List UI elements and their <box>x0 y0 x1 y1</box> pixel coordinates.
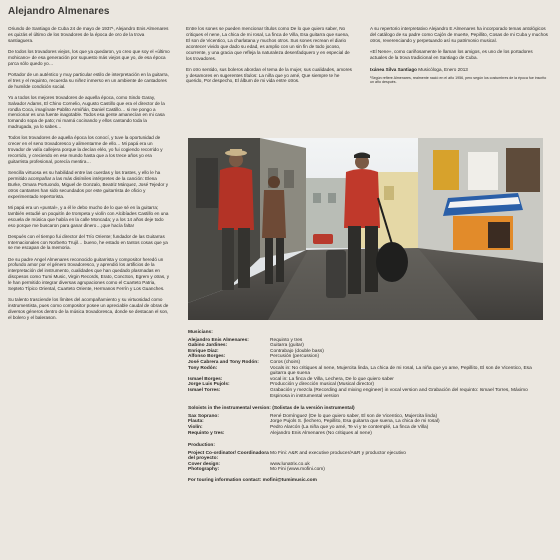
footnote: ¹Según refiere Almenares, realmente nació en el año 1956, pero según los costumbres de la época fue inscrito un año después. <box>370 75 547 85</box>
musicians-heading: Musicians: <box>188 330 213 335</box>
credit-role: Producción y dirección musical (Musical director) <box>270 382 374 388</box>
column-left <box>8 26 170 326</box>
credit-role: Grabación y mezcla (Recording and mixing engineer) in vocal version and Grabación del requinto: Ismael Torres, Máximo Espinosa in instrumental version <box>270 387 528 399</box>
credit-row <box>188 467 548 473</box>
credit-name: Project Co-ordinator/ Coordinadora del proyecto: <box>188 450 269 462</box>
credit-name: Enrique Díaz: <box>188 348 219 354</box>
credit-name: Ismael Torres: <box>188 387 221 393</box>
credit-name: Ismael Borges: <box>188 376 223 382</box>
street-photo <box>188 138 543 320</box>
paragraph: Portador de un auténtico y muy particular estilo de interpretación en la guitarra, el tres y el requinto, recuerda su niñez inmerso en un ambiente de cantadores de humilde condición social. <box>8 71 169 89</box>
credit-name: Gabino Jardines: <box>188 343 228 349</box>
credit-role: Coros (choirs) <box>270 359 301 365</box>
credit-row <box>188 431 548 437</box>
credit-role: Guitarra (guitar) <box>270 343 304 349</box>
credits <box>188 328 548 484</box>
paragraph: Yo a todos los mejores trovadores de aquella época, como Sindo Garay, Salvador Adams, El Chino Cornelio, Augusto Castillo que era el director de la rondla Coca, imagínate Pablito Armiñán, Daniel Castillo… si me pongo a mencionar es una fuente inagotable. Todos esa gente amanecían en mi casa tomando sopa de pato; mi mamá cocinando y ellos cantando toda la madrugada, ya lo sabes… <box>8 94 165 130</box>
credit-name: Sax Soprano: <box>188 413 219 419</box>
credit-row <box>188 366 548 377</box>
soloists-list <box>188 414 548 436</box>
credit-role: Contrabajo (double bass) <box>270 348 324 354</box>
credit-role: Vocals in: No critiques al nene, Mujercita linda, La chica de mi rosal, La niña que yo ame, Pepillito, El son de Vicentico, Esa guitarra que suena <box>270 365 532 377</box>
column-right <box>370 26 550 84</box>
credit-name: Cover design: <box>188 461 220 467</box>
paragraph: De todos los trovadores viejos, los que ya quedaron, yo creo que soy el «último mohicano» de esa generación por supuesto más viejos que yo, de esa época pa'ca sólo quedo yo… <box>8 48 170 66</box>
street-photo-illustration <box>188 138 543 320</box>
credit-row <box>188 388 548 399</box>
paragraph: Entre los sones se pueden mencionar títulos como De lo que quiero saber, No critiques el nene, La chica de mi rosal, La finca de Villa, Esa guitarra que suena, El son de Vicentico, La charlatana y muchos otros. Sus sones recrean el diario acontecer vivido que dado su edad, es amplio con un sin fin de todo jocoso, ocurrente, y una gracia que refleja la naturaleza desenfadquero y en especial de los trovadores. <box>186 26 350 61</box>
paragraph: «El Nene», como cariñosamente le llaman los amigos, es uno de los portadores actuales de la trova tradicional en Santiago de Cuba. <box>370 48 533 60</box>
paragraph: De su padre Angel Almenares reconocido guitarrista y compositor heredó un profundo amor por el género trovadoresco, y aprendió los artificios de la interpretación del instrumento, cualidades que han quedado plasmadas en discpesos como Tumi Music, Virgin Records, Erato, ConcSon, Egrem y otras, y le han permitido integrar diversas agrupaciones como el Cuarteto Patria, Septeto Típico Oriental, Cuarteto Oriente, Hermanos Ferrín y Los Guanches. <box>8 256 170 292</box>
signature <box>370 67 550 73</box>
credit-name: Requinto y tres: <box>188 430 225 436</box>
credit-row <box>188 451 548 462</box>
production-list <box>188 451 548 473</box>
credit-role: René Domínguez (De lo que quiero saber, El son de Vicentico, Mujercita linda) <box>270 413 438 419</box>
credit-role: vocal in: La finca de Villa, Lechera, De lo que quiero saber <box>270 376 394 382</box>
paragraph: Sencilla virtuosa es su habilidad entre las cuerdas y los trastes, y ello le ha permitido acompañar a las más disímiles intérpretes de la canción: Elena Burke, Omara Portuondo, Miguel de Gonzalo, Beatriz Márquez, José Tejedor y otros cantantes han sido secundados por este guitarrista de oficio y experimentado repertorista. <box>8 170 169 199</box>
credit-name: Flauta: <box>188 419 204 425</box>
musicians-list <box>188 338 548 400</box>
paragraph: En otro sentido, sus boleros abordan el tema de la mujer, sus cualidades, amores y desamores en sugerentes títulos: La niña que yo amé, Que siempre te he querido, Por despecho, El álbum de mi vida entre otros. <box>186 66 352 84</box>
column-middle <box>186 26 354 90</box>
credit-name: Tony Rodón: <box>188 365 218 371</box>
paragraph: Oriundo de Santiago de Cuba 24 de mayo de 1937¹, Alejandro Enis Almenares es quizás el último de los trovadores de la época de oro de la trova santiaguera. <box>8 26 169 43</box>
credit-role: Alejandro Enis Almenares (No critiques al nene) <box>270 430 372 436</box>
credit-name: José Cabrera and Tony Rodón: <box>188 359 259 365</box>
signature-name: Ixánea Silva Santiago <box>370 66 417 72</box>
credit-role: Mo Fini (www.mofini.com) <box>270 467 325 473</box>
column-right-body <box>370 26 550 61</box>
touring-contact: For touring information contact: mofini@tumimusic.com <box>188 478 317 484</box>
paragraph: A su repertorio interpretativo Alejandro E Almenares ha incorporado temas antológicos del catálogo de su padre como Cajón de muerte, Pepillito, Cosas de mi Cuba y muchos otros, reverenciando y perpetuando así su patrimonio musical. <box>370 26 548 43</box>
credit-role: Mo Fini: A&R and executive producer/A&R y productor ejecutivo <box>270 450 406 456</box>
production-heading: Production: <box>188 443 215 449</box>
credit-name: Alfonso Borges: <box>188 354 226 360</box>
credit-role: Requinto y tres <box>270 337 303 343</box>
page-title: Alejandro Almenares <box>8 6 110 17</box>
paragraph: Mi papá era un «puntal», y a él le debo mucho de lo que sé en la guitarra; también estudié un poquitín de trompeta y violín con Alcibíades Castillo en una escuela de música que había en la calle Moncada; y a los 14 años deje todo eso porque me buscaron para ganar dinero…¡que hacía falta! <box>8 204 169 228</box>
credit-name: Jorge Luis Pujols: <box>188 382 230 388</box>
paragraph: Su talento trasciende los límites del acompañamiento y su virtuosidad como instrumentista, pues como compositor posee un apreciable caudal de obras de diversos géneros dentro de la música trovadoresca, donde se destacan el son, el bolero y el balerason. <box>8 297 169 320</box>
credit-name: Alejandro Enis Almenares: <box>188 337 249 343</box>
credit-role: Pedro Alarcón (La niña que yo amé, Te vi y te contemplé, La finca de Villa) <box>270 424 429 430</box>
paragraph: Todos los trovadores de aquella época los conocí, y tuve la oportunidad de crecer en el seno trovadoresco y alimentarme de ello… Mi papá era un trovador de valía callejera porque la decían eléo, yo fui cogiendo recorrido y recorrido, y creciendo en ese mundo hasta que a los trece años yo era guitarrista profesional, porecía mentira… <box>8 135 163 164</box>
soloists-heading: Soloists in the instrumental version: (Solistas de la versión instrumental) <box>188 406 355 412</box>
credit-role: www.lunatrix.co.uk <box>270 461 310 467</box>
credit-name: Photography: <box>188 467 220 473</box>
credit-role: Percusión (percussion) <box>270 354 320 360</box>
credit-name: Violín: <box>188 424 203 430</box>
signature-role: Musicóloga, Enero 2013 <box>418 66 468 72</box>
paragraph: Después con el tiempo fui director del Trío Oriente; fundador de las Guitarras Internacionales con Norberto Trujil… bueno, he estado en tantos cosas que ya se me escapan de la memoria. <box>8 233 168 251</box>
credit-role: Jorge Pujols S. (lechero, Pepillito, Esa guitarra que suena, La chica de mi rosal) <box>270 419 440 425</box>
